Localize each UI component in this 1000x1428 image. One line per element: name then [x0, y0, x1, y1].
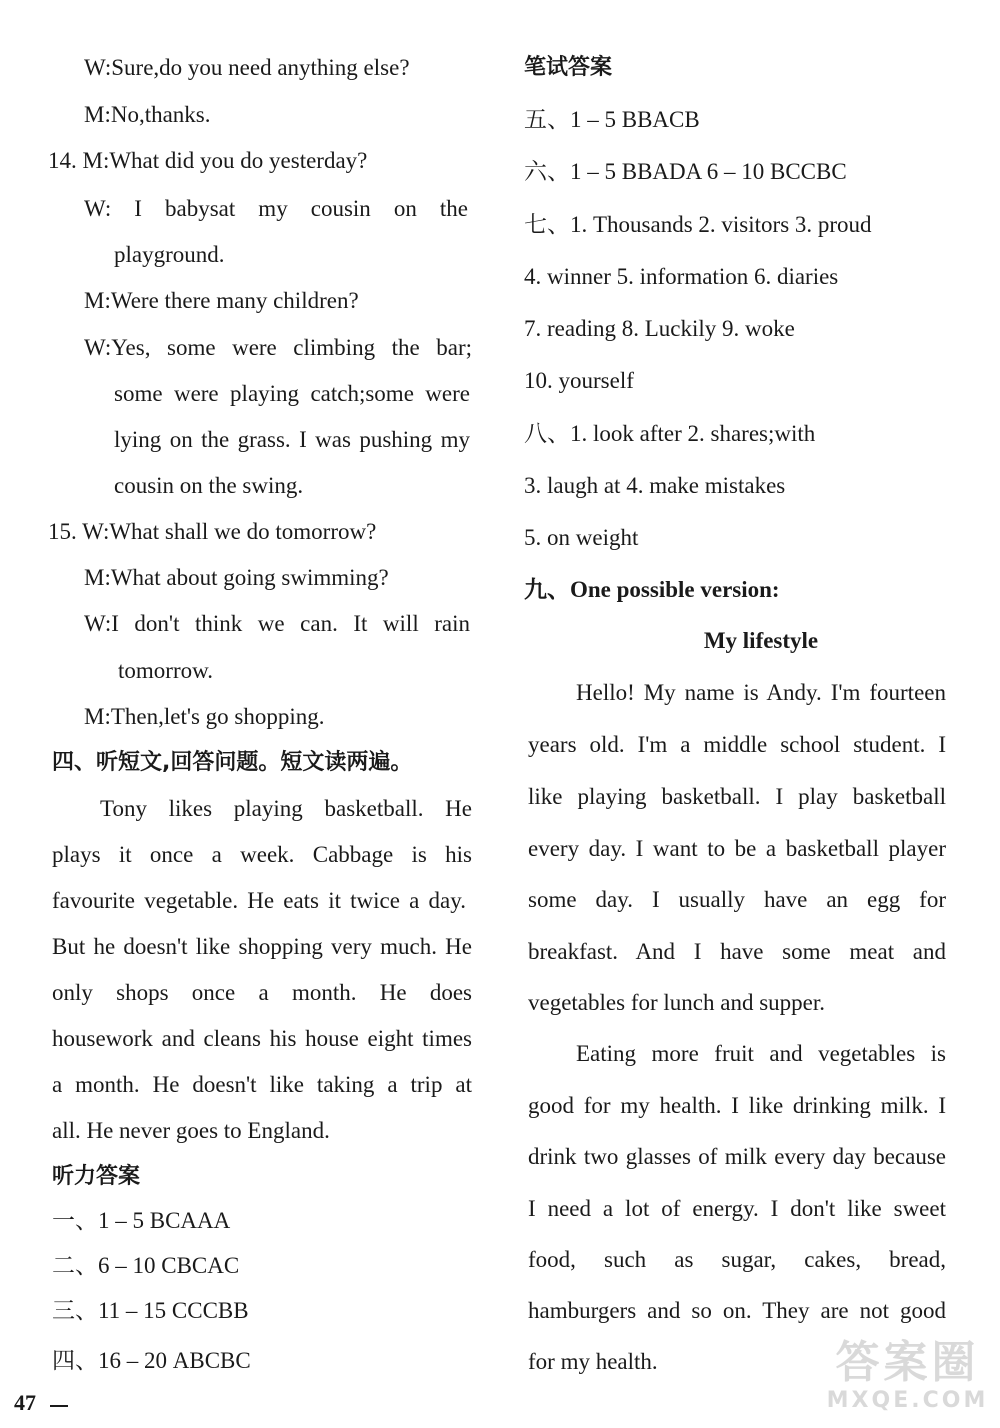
passage-line: only shops once a month. He does	[52, 980, 472, 1005]
essay-line: hamburgers and so on. They are not good	[528, 1298, 946, 1323]
passage-line: all. He never goes to England.	[52, 1118, 330, 1143]
dialogue-line: W:Sure,do you need anything else?	[84, 55, 410, 80]
passage-line: Tony likes playing basketball. He	[100, 796, 472, 821]
dialogue-line: cousin on the swing.	[114, 473, 304, 498]
essay-title: My lifestyle	[703, 628, 819, 653]
answer-line: 六、1 – 5 BBADA 6 – 10 BCCBC	[524, 159, 847, 184]
section-heading: 九、One possible version:	[524, 577, 780, 602]
section-heading: 笔试答案	[524, 55, 613, 80]
answer-line: 7. reading 8. Luckily 9. woke	[524, 316, 795, 341]
answer-line: 4. winner 5. information 6. diaries	[524, 264, 839, 289]
watermark-text: 答案圈	[835, 1337, 980, 1388]
dialogue-line: W: I babysat my cousin on the	[84, 196, 468, 221]
dialogue-line: 14. M:What did you do yesterday?	[48, 148, 368, 173]
watermark-url: MXQE.COM	[826, 1388, 989, 1413]
answer-line: 五、1 – 5 BBACB	[524, 107, 700, 132]
answer-line: 三、11 – 15 CCCBB	[52, 1298, 249, 1323]
essay-line: good for my health. I like drinking milk. I	[528, 1093, 946, 1118]
dialogue-line: tomorrow.	[118, 658, 213, 683]
dialogue-line: lying on the grass. I was pushing my	[114, 427, 470, 452]
dialogue-line: W:I don't think we can. It will rain	[84, 611, 470, 636]
answer-line: 八、1. look after 2. shares;with	[524, 421, 816, 446]
section-heading: 四、听短文,回答问题。短文读两遍。	[52, 750, 413, 775]
essay-line: for my health.	[528, 1349, 658, 1374]
essay-line: food, such as sugar, cakes, bread,	[528, 1247, 946, 1272]
dialogue-line: M:What about going swimming?	[84, 565, 389, 590]
essay-line: years old. I'm a middle school student. I	[528, 732, 946, 757]
section-heading: 听力答案	[52, 1164, 141, 1189]
page-number-dash	[50, 1405, 68, 1407]
answer-line: 5. on weight	[524, 525, 639, 550]
dialogue-line: M:Were there many children?	[84, 288, 359, 313]
essay-line: every day. I want to be a basketball player	[528, 836, 946, 861]
dialogue-line: playground.	[114, 242, 225, 267]
essay-line: some day. I usually have an egg for	[528, 887, 946, 912]
answer-line: 七、1. Thousands 2. visitors 3. proud	[524, 212, 872, 237]
answer-line: 二、6 – 10 CBCAC	[52, 1253, 240, 1278]
essay-line: breakfast. And I have some meat and	[528, 939, 946, 964]
page-number: 47	[14, 1390, 36, 1415]
passage-line: a month. He doesn't like taking a trip at	[52, 1072, 472, 1097]
essay-line: Hello! My name is Andy. I'm fourteen	[576, 680, 946, 705]
dialogue-line: 15. W:What shall we do tomorrow?	[48, 519, 377, 544]
essay-line: drink two glasses of milk every day because	[528, 1144, 946, 1169]
answer-line: 一、1 – 5 BCAAA	[52, 1208, 231, 1233]
passage-line: But he doesn't like shopping very much. He	[52, 934, 472, 959]
answer-line: 10. yourself	[524, 368, 634, 393]
passage-line: housework and cleans his house eight times	[52, 1026, 472, 1051]
dialogue-line: M:No,thanks.	[84, 102, 211, 127]
dialogue-line: M:Then,let's go shopping.	[84, 704, 325, 729]
dialogue-line: some were playing catch;some were	[114, 381, 470, 406]
dialogue-line: W:Yes, some were climbing the bar;	[84, 335, 472, 360]
answer-line: 3. laugh at 4. make mistakes	[524, 473, 786, 498]
essay-line: I need a lot of energy. I don't like sweet	[528, 1196, 946, 1221]
essay-line: like playing basketball. I play basketball	[528, 784, 946, 809]
essay-line: vegetables for lunch and supper.	[528, 990, 825, 1015]
essay-line: Eating more fruit and vegetables is	[576, 1041, 946, 1066]
answer-line: 四、16 – 20 ABCBC	[52, 1348, 251, 1373]
passage-line: plays it once a week. Cabbage is his	[52, 842, 472, 867]
passage-line: favourite vegetable. He eats it twice a day.	[52, 888, 466, 913]
watermark-logo	[820, 1338, 995, 1423]
